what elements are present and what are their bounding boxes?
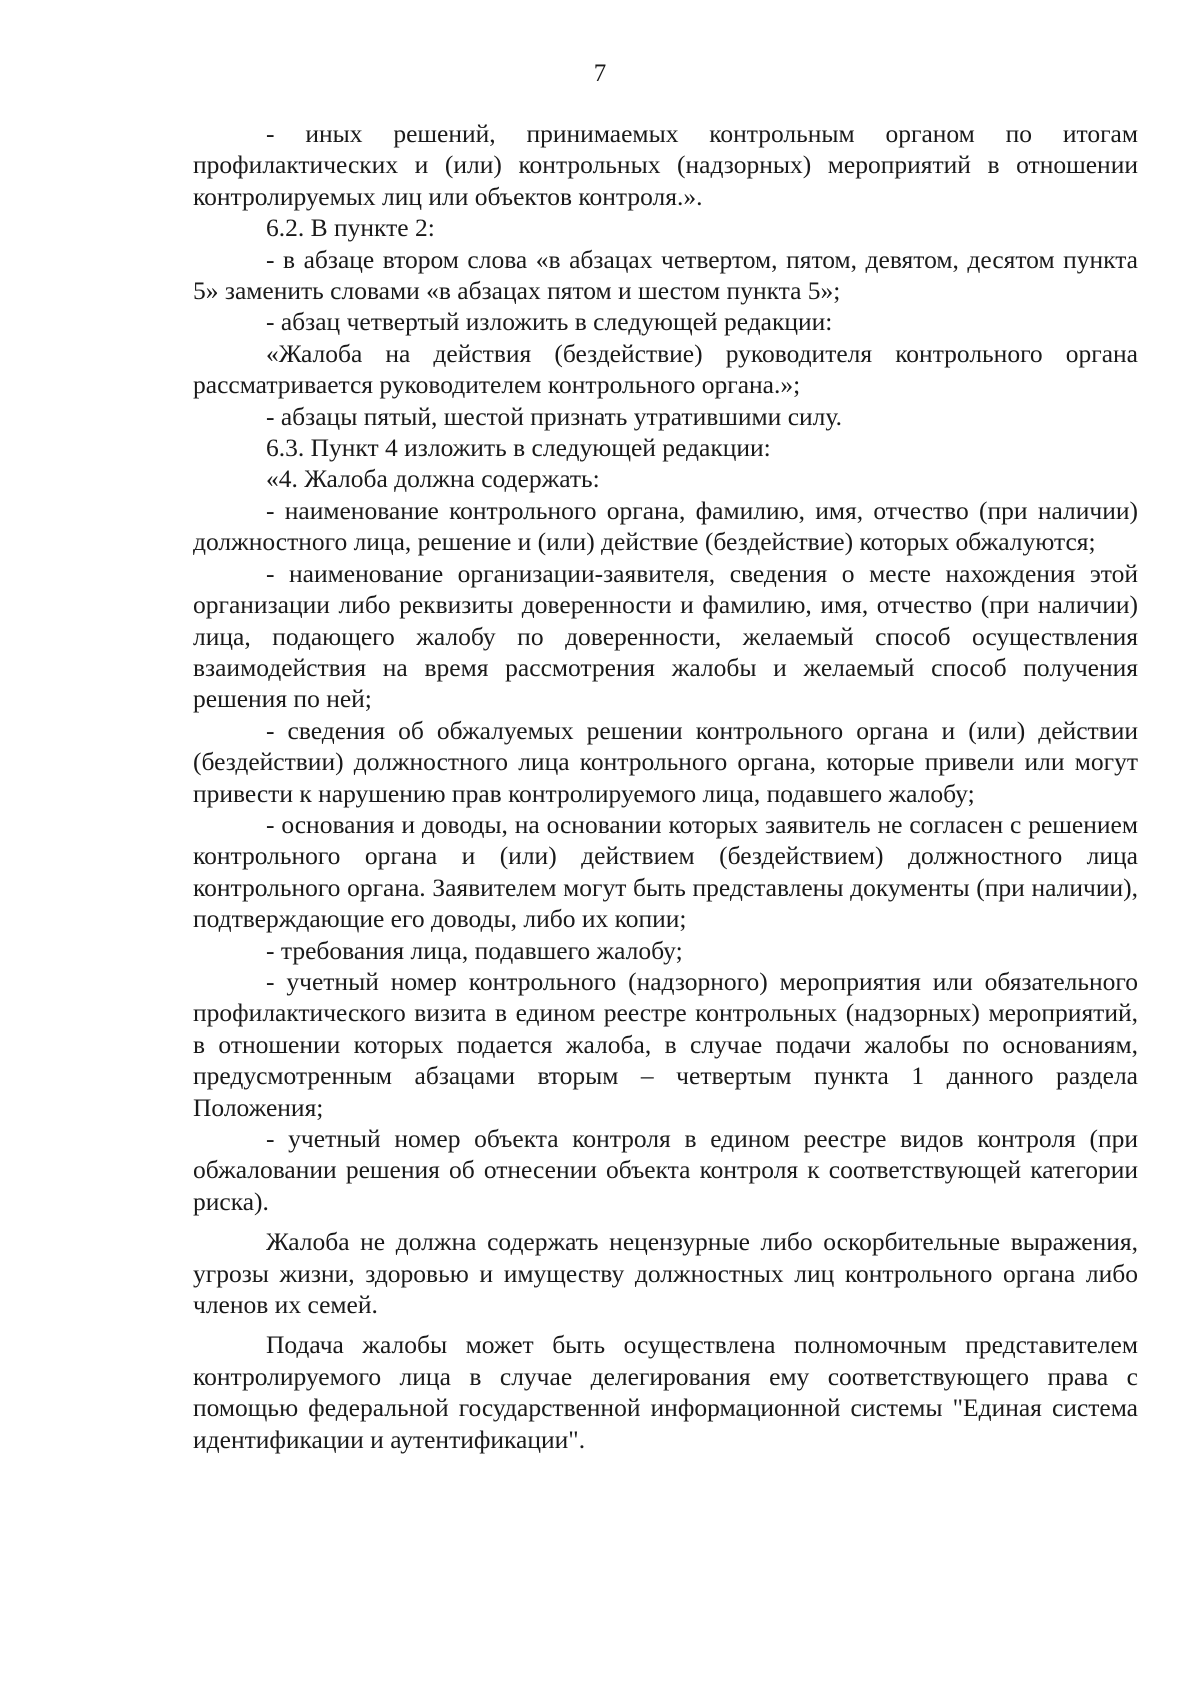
paragraph: - абзацы пятый, шестой признать утратившими силу. [266, 401, 842, 431]
paragraph: Жалоба не должна содержать нецензурные либо оскорбительные выражения, угрозы жизни, здоровью и имуществу должностных лиц контрольного органа либо членов их семей. [193, 1227, 1138, 1320]
paragraph: - абзац четвертый изложить в следующей редакции: [266, 307, 833, 337]
paragraph: 6.2. В пункте 2: [266, 213, 435, 243]
paragraph: - наименование контрольного органа, фамилию, имя, отчество (при наличии) должностного лица, решение и (или) действие (бездействие) которых обжалуются; [193, 495, 1138, 557]
paragraph: - наименование организации-заявителя, сведения о месте нахождения этой организации либо реквизиты доверенности и фамилию, имя, отчество (при наличии) лица, подающего жалобу по доверенности, желаемый способ осуществления взаимодействия на время рассмотрения жалобы и желаемый способ получения решения по ней; [193, 558, 1138, 714]
paragraph: - основания и доводы, на основании которых заявитель не согласен с решением контрольного органа и (или) действием (бездействием) должностного лица контрольного органа. Заявителем могут быть представлены документы (при наличии), подтверждающие его доводы, либо их копии; [193, 809, 1138, 934]
paragraph: «4. Жалоба должна содержать: [266, 464, 600, 494]
document-body [193, 118, 1138, 1455]
paragraph: 6.3. Пункт 4 изложить в следующей редакции: [266, 433, 771, 463]
paragraph: - в абзаце втором слова «в абзацах четвертом, пятом, девятом, десятом пункта 5» заменить словами «в абзацах пятом и шестом пункта 5»; [193, 244, 1138, 306]
paragraph: - иных решений, принимаемых контрольным органом по итогам профилактических и (или) контрольных (надзорных) мероприятий в отношении контролируемых лиц или объектов контроля.». [193, 119, 1138, 211]
paragraph: Подача жалобы может быть осуществлена полномочным представителем контролируемого лица в случае делегирования ему соответствующего права с помощью федеральной государственной информационной системы "Единая система идентификации и аутентификации". [193, 1330, 1138, 1454]
paragraph: - учетный номер объекта контроля в едином реестре видов контроля (при обжаловании решения об отнесении объекта контроля к соответствующей категории риска). [193, 1124, 1138, 1216]
page-number: 7 [593, 60, 607, 87]
paragraph: - сведения об обжалуемых решении контрольного органа и (или) действии (бездействии) должностного лица контрольного органа, которые привели или могут привести к нарушению прав контролируемого лица, подавшего жалобу; [193, 715, 1138, 808]
paragraph: - учетный номер контрольного (надзорного) мероприятия или обязательного профилактического визита в едином реестре контрольных (надзорных) мероприятий, в отношении которых подается жалоба, в случае подачи жалобы по основаниям, предусмотренным абзацами вторым – четвертым пункта 1 данного раздела Положения; [193, 966, 1138, 1122]
paragraph: - требования лица, подавшего жалобу; [266, 935, 683, 965]
paragraph: «Жалоба на действия (бездействие) руководителя контрольного органа рассматривается руководителем контрольного органа.»; [193, 338, 1138, 400]
